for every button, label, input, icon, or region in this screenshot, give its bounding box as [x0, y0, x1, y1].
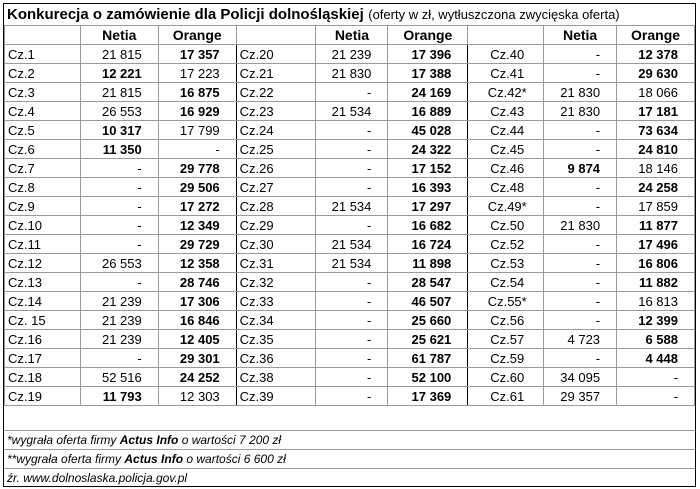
netia-offer: 21 830	[316, 64, 388, 83]
netia-offer: -	[544, 254, 617, 273]
header-label-cell	[236, 26, 316, 45]
orange-offer: 46 507	[388, 292, 468, 311]
orange-offer: 16 393	[388, 178, 468, 197]
part-label: Cz.26	[236, 159, 316, 178]
orange-offer: 24 258	[617, 178, 695, 197]
table-row	[5, 330, 695, 349]
part-label: Cz.12	[5, 254, 81, 273]
netia-offer: 29 357	[544, 387, 617, 406]
netia-offer: 21 815	[80, 83, 158, 102]
part-label: Cz.29	[236, 216, 316, 235]
part-label: Cz.24	[236, 121, 316, 140]
orange-offer: 17 306	[158, 292, 236, 311]
part-label: Cz.13	[5, 273, 81, 292]
netia-offer: -	[80, 273, 158, 292]
orange-offer: 16 889	[388, 102, 468, 121]
header-orange: Orange	[617, 26, 695, 45]
netia-offer: -	[544, 178, 617, 197]
part-label: Cz.3	[5, 83, 81, 102]
part-label: Cz.18	[5, 368, 81, 387]
part-label: Cz.30	[236, 235, 316, 254]
netia-offer: -	[316, 121, 388, 140]
netia-offer: -	[544, 140, 617, 159]
part-label: Cz.34	[236, 311, 316, 330]
part-label: Cz.52	[468, 235, 544, 254]
header-row	[5, 26, 695, 45]
orange-offer: 16 806	[617, 254, 695, 273]
header-netia: Netia	[316, 26, 388, 45]
netia-offer: -	[316, 159, 388, 178]
orange-offer: 16 875	[158, 83, 236, 102]
orange-offer: 25 621	[388, 330, 468, 349]
part-label: Cz.56	[468, 311, 544, 330]
part-label: Cz.49*	[468, 197, 544, 216]
orange-offer: 17 496	[617, 235, 695, 254]
netia-offer: -	[80, 349, 158, 368]
part-label: Cz.21	[236, 64, 316, 83]
netia-offer: -	[544, 311, 617, 330]
orange-offer: 17 357	[158, 45, 236, 64]
tender-table	[3, 3, 696, 487]
orange-offer: 16 846	[158, 311, 236, 330]
orange-offer: 29 506	[158, 178, 236, 197]
table-row	[5, 254, 695, 273]
orange-offer: 6 588	[617, 330, 695, 349]
netia-offer: 21 830	[544, 216, 617, 235]
orange-offer: 17 297	[388, 197, 468, 216]
part-label: Cz.31	[236, 254, 316, 273]
footnote-text: *wygrała oferta firmy	[7, 433, 120, 447]
netia-offer: 21 534	[316, 102, 388, 121]
orange-offer: 24 810	[617, 140, 695, 159]
orange-offer: 45 028	[388, 121, 468, 140]
netia-offer: 11 350	[80, 140, 158, 159]
netia-offer: 21 815	[80, 45, 158, 64]
netia-offer: 11 793	[80, 387, 158, 406]
orange-offer: 24 169	[388, 83, 468, 102]
footnote-firm: Actus Info	[119, 433, 179, 447]
header-netia: Netia	[544, 26, 617, 45]
table-row	[5, 45, 695, 64]
part-label: Cz.57	[468, 330, 544, 349]
part-label: Cz.17	[5, 349, 81, 368]
netia-offer: -	[316, 273, 388, 292]
orange-offer: 12 358	[158, 254, 236, 273]
part-label: Cz.2	[5, 64, 81, 83]
header-label-cell	[5, 26, 81, 45]
orange-offer: 18 146	[617, 159, 695, 178]
netia-offer: -	[80, 235, 158, 254]
orange-offer: 28 746	[158, 273, 236, 292]
orange-offer: 29 630	[617, 64, 695, 83]
orange-offer: 28 547	[388, 273, 468, 292]
orange-offer: -	[617, 368, 695, 387]
orange-offer: 11 882	[617, 273, 695, 292]
part-label: Cz.33	[236, 292, 316, 311]
orange-offer: 11 877	[617, 216, 695, 235]
part-label: Cz.32	[236, 273, 316, 292]
orange-offer: 17 396	[388, 45, 468, 64]
netia-offer: -	[316, 368, 388, 387]
netia-offer: 9 874	[544, 159, 617, 178]
table-row	[5, 64, 695, 83]
part-label: Cz.7	[5, 159, 81, 178]
table-row	[5, 311, 695, 330]
netia-offer: -	[316, 83, 388, 102]
orange-offer: 52 100	[388, 368, 468, 387]
table-row	[5, 235, 695, 254]
orange-offer: 29 729	[158, 235, 236, 254]
netia-offer: -	[544, 273, 617, 292]
netia-offer: -	[80, 178, 158, 197]
part-label: Cz.39	[236, 387, 316, 406]
offers-grid	[4, 25, 695, 406]
part-label: Cz. 15	[5, 311, 81, 330]
netia-offer: -	[544, 235, 617, 254]
footnotes	[4, 430, 695, 487]
table-row	[5, 368, 695, 387]
netia-offer: 21 239	[80, 330, 158, 349]
orange-offer: 25 660	[388, 311, 468, 330]
table-row	[5, 178, 695, 197]
table-row	[5, 292, 695, 311]
part-label: Cz.53	[468, 254, 544, 273]
part-label: Cz.35	[236, 330, 316, 349]
orange-offer: 16 813	[617, 292, 695, 311]
part-label: Cz.46	[468, 159, 544, 178]
netia-offer: 34 095	[544, 368, 617, 387]
part-label: Cz.5	[5, 121, 81, 140]
part-label: Cz.14	[5, 292, 81, 311]
orange-offer: 73 634	[617, 121, 695, 140]
part-label: Cz.43	[468, 102, 544, 121]
part-label: Cz.60	[468, 368, 544, 387]
netia-offer: -	[80, 159, 158, 178]
orange-offer: 17 152	[388, 159, 468, 178]
header-label-cell	[468, 26, 544, 45]
part-label: Cz.50	[468, 216, 544, 235]
table-row	[5, 349, 695, 368]
orange-offer: 17 859	[617, 197, 695, 216]
netia-offer: 21 830	[544, 102, 617, 121]
table-title: Konkurecja o zamówienie dla Policji dolnośląskiej	[7, 6, 364, 23]
orange-offer: 17 799	[158, 121, 236, 140]
netia-offer: -	[316, 311, 388, 330]
orange-offer: 17 388	[388, 64, 468, 83]
footnote-1	[4, 430, 695, 449]
orange-offer: 11 898	[388, 254, 468, 273]
part-label: Cz.11	[5, 235, 81, 254]
part-label: Cz.44	[468, 121, 544, 140]
orange-offer: 29 778	[158, 159, 236, 178]
part-label: Cz.4	[5, 102, 81, 121]
part-label: Cz.6	[5, 140, 81, 159]
netia-offer: -	[316, 292, 388, 311]
part-label: Cz.61	[468, 387, 544, 406]
netia-offer: -	[544, 349, 617, 368]
table-row	[5, 387, 695, 406]
footnote-text: o wartości 7 200 zł	[178, 433, 282, 447]
part-label: Cz.59	[468, 349, 544, 368]
table-row	[5, 216, 695, 235]
orange-offer: 17 181	[617, 102, 695, 121]
netia-offer: -	[316, 349, 388, 368]
netia-offer: 26 553	[80, 254, 158, 273]
orange-offer: 17 272	[158, 197, 236, 216]
netia-offer: 10 317	[80, 121, 158, 140]
netia-offer: 26 553	[80, 102, 158, 121]
orange-offer: 16 724	[388, 235, 468, 254]
part-label: Cz.9	[5, 197, 81, 216]
part-label: Cz.23	[236, 102, 316, 121]
orange-offer: 12 399	[617, 311, 695, 330]
part-label: Cz.40	[468, 45, 544, 64]
footnote-text: o wartości 6 600 zł	[183, 452, 286, 466]
netia-offer: -	[544, 64, 617, 83]
orange-offer: 12 378	[617, 45, 695, 64]
orange-offer: 61 787	[388, 349, 468, 368]
netia-offer: 21 534	[316, 197, 388, 216]
orange-offer: 17 369	[388, 387, 468, 406]
orange-offer: 24 252	[158, 368, 236, 387]
table-subtitle: (oferty w zł, wytłuszczona zwycięska oferta)	[368, 7, 620, 22]
part-label: Cz.54	[468, 273, 544, 292]
header-orange: Orange	[388, 26, 468, 45]
source-note: źr. www.dolnoslaska.policja.gov.pl	[4, 468, 695, 487]
footnote-text: **wygrała oferta firmy	[7, 452, 125, 466]
orange-offer: 16 929	[158, 102, 236, 121]
part-label: Cz.38	[236, 368, 316, 387]
orange-offer: 4 448	[617, 349, 695, 368]
header-netia: Netia	[80, 26, 158, 45]
table-row	[5, 197, 695, 216]
netia-offer: 21 534	[316, 254, 388, 273]
part-label: Cz.36	[236, 349, 316, 368]
header-orange: Orange	[158, 26, 236, 45]
orange-offer: 16 682	[388, 216, 468, 235]
netia-offer: 21 239	[80, 311, 158, 330]
netia-offer: -	[316, 216, 388, 235]
table-row	[5, 121, 695, 140]
part-label: Cz.19	[5, 387, 81, 406]
orange-offer: 12 349	[158, 216, 236, 235]
netia-offer: -	[80, 216, 158, 235]
part-label: Cz.16	[5, 330, 81, 349]
part-label: Cz.1	[5, 45, 81, 64]
netia-offer: 21 239	[80, 292, 158, 311]
footnote-firm: Actus Info	[124, 452, 184, 466]
part-label: Cz.20	[236, 45, 316, 64]
orange-offer: -	[158, 140, 236, 159]
netia-offer: 21 239	[316, 45, 388, 64]
table-row	[5, 83, 695, 102]
orange-offer: 17 223	[158, 64, 236, 83]
part-label: Cz.27	[236, 178, 316, 197]
netia-offer: 21 830	[544, 83, 617, 102]
netia-offer: -	[544, 292, 617, 311]
orange-offer: -	[617, 387, 695, 406]
table-row	[5, 159, 695, 178]
orange-offer: 24 322	[388, 140, 468, 159]
netia-offer: -	[544, 45, 617, 64]
part-label: Cz.55*	[468, 292, 544, 311]
part-label: Cz.28	[236, 197, 316, 216]
netia-offer: -	[80, 197, 158, 216]
footnote-2	[4, 449, 695, 468]
part-label: Cz.48	[468, 178, 544, 197]
netia-offer: 4 723	[544, 330, 617, 349]
netia-offer: 52 516	[80, 368, 158, 387]
netia-offer: -	[544, 197, 617, 216]
part-label: Cz.22	[236, 83, 316, 102]
orange-offer: 12 405	[158, 330, 236, 349]
part-label: Cz.45	[468, 140, 544, 159]
table-row	[5, 140, 695, 159]
table-row	[5, 273, 695, 292]
part-label: Cz.42*	[468, 83, 544, 102]
netia-offer: 12 221	[80, 64, 158, 83]
netia-offer: -	[316, 330, 388, 349]
netia-offer: -	[316, 387, 388, 406]
part-label: Cz.8	[5, 178, 81, 197]
netia-offer: -	[316, 178, 388, 197]
netia-offer: 21 534	[316, 235, 388, 254]
title-row	[4, 4, 695, 26]
orange-offer: 29 301	[158, 349, 236, 368]
orange-offer: 12 303	[158, 387, 236, 406]
table-row	[5, 102, 695, 121]
part-label: Cz.10	[5, 216, 81, 235]
netia-offer: -	[316, 140, 388, 159]
part-label: Cz.25	[236, 140, 316, 159]
netia-offer: -	[544, 121, 617, 140]
part-label: Cz.41	[468, 64, 544, 83]
orange-offer: 18 066	[617, 83, 695, 102]
